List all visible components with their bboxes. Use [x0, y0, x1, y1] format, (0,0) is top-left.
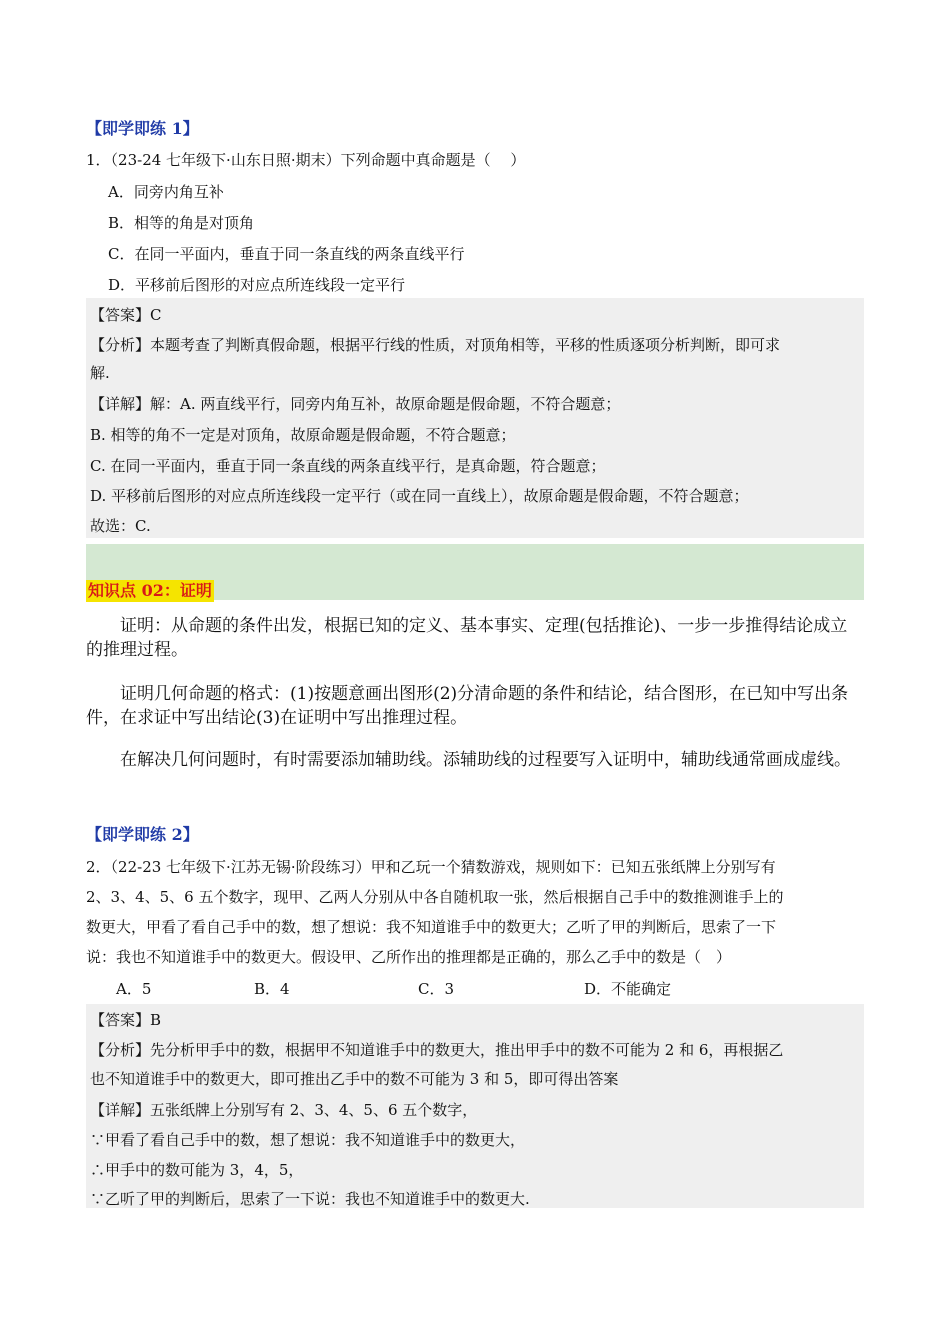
practice1-solution-box — [86, 298, 864, 538]
practice1-detail-line: B. 相等的角不一定是对顶角，故原命题是假命题，不符合题意； — [90, 426, 516, 444]
practice2-question-line: 2．（22-23 七年级下·江苏无锡·阶段练习）甲和乙玩一个猜数游戏，规则如下：已知五张纸牌上分别写有 — [86, 858, 776, 876]
practice1-option-a: A．同旁内角互补 — [108, 183, 224, 201]
practice2-solution-box — [86, 1004, 864, 1208]
practice2-option-b: B．4 — [254, 980, 290, 998]
practice1-option-d: D．平移前后图形的对应点所连线段一定平行 — [108, 276, 406, 294]
practice2-analysis-line1: 【分析】先分析甲手中的数，根据甲不知道谁手中的数更大，推出甲手中的数不可能为 2 和 6，再根据乙 — [90, 1041, 784, 1059]
practice1-question: 1．（23-24 七年级下·山东日照·期末）下列命题中真命题是（ ） — [86, 151, 526, 169]
practice2-option-d: D．不能确定 — [584, 980, 672, 998]
practice1-detail-line: D. 平移前后图形的对应点所连线段一定平行（或在同一直线上），故原命题是假命题，不符合题意； — [90, 487, 749, 505]
practice1-analysis-line1: 【分析】本题考查了判断真假命题，根据平行线的性质，对顶角相等，平移的性质逐项分析判断，即可求 — [90, 336, 781, 354]
practice2-question-line: 2、3、4、5、6 五个数字，现甲、乙两人分别从中各自随机取一张，然后根据自己手中的数推测谁手上的 — [86, 888, 784, 906]
practice2-question-line: 说：我也不知道谁手中的数更大。假设甲、乙所作出的推理都是正确的，那么乙手中的数是（ ） — [86, 948, 732, 966]
knowledge-paragraph: 证明：从命题的条件出发，根据已知的定义、基本事实、定理(包括推论)、一步一步推得结论成立的推理过程。 — [86, 616, 848, 660]
practice2-analysis-line2: 也不知道谁手中的数更大，即可推出乙手中的数不可能为 3 和 5，即可得出答案 — [90, 1070, 619, 1088]
practice2-detail-line: 【详解】五张纸牌上分别写有 2、3、4、5、6 五个数字， — [90, 1101, 478, 1119]
practice1-analysis-line2: 解. — [90, 364, 110, 382]
practice2-detail-line: ∵甲看了看自己手中的数，想了想说：我不知道谁手中的数更大， — [90, 1131, 526, 1149]
practice1-option-b: B．相等的角是对顶角 — [108, 214, 255, 232]
practice1-answer: 【答案】C — [90, 306, 162, 324]
knowledge-paragraph: 证明几何命题的格式：(1)按题意画出图形(2)分清命题的条件和结论，结合图形，在已知中写出条件，在求证中写出结论(3)在证明中写出推理过程。 — [86, 684, 849, 728]
practice1-title: 【即学即练 1】 — [86, 119, 199, 138]
knowledge-paragraph: 在解决几何问题时，有时需要添加辅助线。添辅助线的过程要写入证明中，辅助线通常画成虚线。 — [120, 750, 851, 770]
knowledge-point-title: 知识点 02：证明 — [88, 581, 212, 600]
practice2-option-a: A．5 — [116, 980, 152, 998]
practice2-option-c: C．3 — [418, 980, 455, 998]
practice1-detail-line: 故选：C. — [90, 517, 151, 535]
practice1-option-c: C．在同一平面内，垂直于同一条直线的两条直线平行 — [108, 245, 465, 263]
practice2-detail-line: ∵乙听了甲的判断后，思索了一下说：我也不知道谁手中的数更大. — [90, 1190, 530, 1208]
practice1-detail-line: C. 在同一平面内，垂直于同一条直线的两条直线平行，是真命题，符合题意； — [90, 457, 606, 475]
practice2-answer: 【答案】B — [90, 1011, 162, 1029]
practice2-question-line: 数更大，甲看了看自己手中的数，想了想说：我不知道谁手中的数更大；乙听了甲的判断后，思索了一下 — [86, 918, 777, 936]
practice2-detail-line: ∴甲手中的数可能为 3，4，5， — [90, 1161, 304, 1179]
practice1-detail-line: 【详解】解：A. 两直线平行，同旁内角互补，故原命题是假命题，不符合题意； — [90, 395, 621, 413]
practice2-title: 【即学即练 2】 — [86, 825, 199, 844]
